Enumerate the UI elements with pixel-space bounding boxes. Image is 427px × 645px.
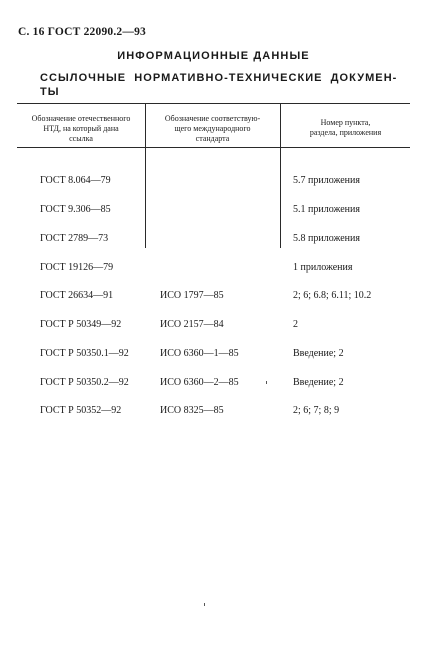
table-cell: ИСО 6360—1—85 [160,347,239,359]
table-cell: 5.1 приложения [293,203,360,215]
table-cell [160,263,239,273]
table-cell: Введение; 2 [293,376,344,388]
scan-mark [266,381,267,384]
table-cell: ГОСТ Р 50352—92 [40,405,122,417]
table-cell: ГОСТ 9.306—85 [40,203,111,215]
table-title: ССЫЛОЧНЫЕ НОРМАТИВНО-ТЕХНИЧЕСКИЕ ДОКУМЕН-ТЫ [40,72,398,98]
table-cell: ИСО 2157—84 [160,319,224,331]
table-cell: ГОСТ Р 50349—92 [40,319,122,331]
table-cell [160,176,239,186]
table-cell: 2; 6; 7; 8; 9 [293,405,340,417]
table-cell: ГОСТ 2789—73 [40,232,109,244]
table-cell: 2; 6; 6.8; 6.11; 10.2 [293,290,372,302]
table-cell: ИСО 8325—85 [160,405,224,417]
column-clause [293,157,371,435]
table-cell: Введение; 2 [293,347,344,359]
table-cell: 1 приложения [293,261,353,273]
table-cell: ГОСТ 26634—91 [40,290,114,302]
table-cell: ИСО 6360—2—85 [160,376,239,388]
column-separator-2 [280,103,281,248]
section-heading: ИНФОРМАЦИОННЫЕ ДАННЫЕ [117,50,310,62]
page-header: С. 16 ГОСТ 22090.2—93 [18,26,146,38]
header-ntd: Обозначение отечественного НТД, на который дана ссылка [31,114,131,143]
column-ntd [40,157,129,435]
table-cell [160,205,239,215]
table-cell: 5.8 приложения [293,232,360,244]
table-cell: ГОСТ Р 50350.1—92 [40,347,129,359]
table-cell: ГОСТ Р 50350.2—92 [40,376,129,388]
header-intl: Обозначение соответствую- щего международного стандарта [164,114,261,143]
table-cell: 5.7 приложения [293,175,360,187]
table-top-rule [17,103,410,104]
table-cell: ГОСТ 19126—79 [40,261,114,273]
column-intl [160,157,239,435]
table-cell: ИСО 1797—85 [160,290,224,302]
header-clause: Номер пункта, раздела, приложения [309,118,382,137]
table-cell: ГОСТ 8.064—79 [40,175,111,187]
table-cell [160,234,239,244]
table-header-rule [17,147,410,148]
table-cell: 2 [293,319,298,331]
scan-mark [204,603,205,606]
